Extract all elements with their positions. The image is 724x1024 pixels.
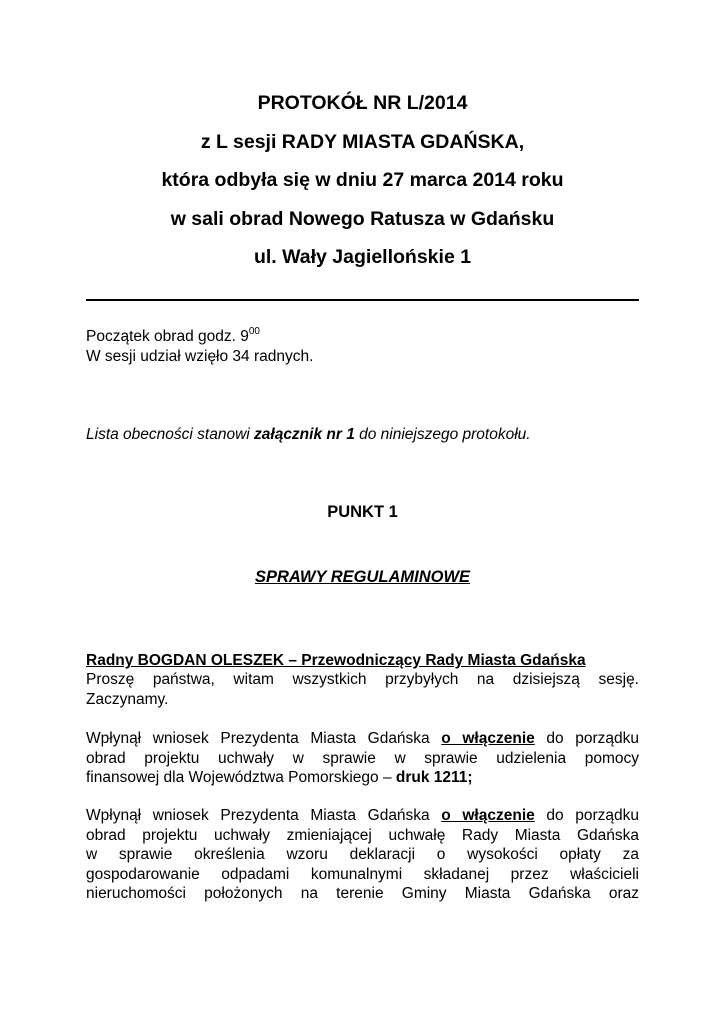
title-line-session: z L sesji RADY MIASTA GDAŃSKA,	[200, 130, 525, 153]
header-divider	[86, 299, 639, 301]
speech-3-prefix: Wpłynął wniosek Prezydenta Miasta Gdańska	[86, 807, 442, 824]
protocol-title	[86, 84, 639, 277]
title-line-protocol-number: PROTOKÓŁ NR L/2014	[257, 92, 468, 114]
attendance-suffix: do niniejszego protokołu.	[354, 426, 531, 443]
speech-1-line-1: Proszę państwa, witam wszystkich przybyłych na dzisiejszą sesję.	[86, 671, 639, 688]
speech-3-line-5: nieruchomości położonych na terenie Gminy Miasta Gdańska oraz	[86, 885, 639, 902]
speech-1-line-2: Zaczynamy.	[86, 690, 169, 708]
speech-2-prefix: Wpłynął wniosek Prezydenta Miasta Gdańska	[86, 730, 442, 747]
speech-3-line-2: obrad projektu uchwały zmieniającej uchwałę Rady Miasta Gdańska	[86, 826, 639, 844]
speech-paragraph-3	[86, 806, 639, 904]
speech-paragraph-1	[86, 670, 639, 709]
speech-3-line-3: w sprawie określenia wzoru deklaracji o wysokości opłaty za	[86, 846, 639, 863]
attendance-attachment: załącznik nr 1	[254, 426, 355, 443]
speech-paragraph-2	[86, 729, 639, 788]
speech-3-inclusion: o włączenie	[441, 807, 535, 824]
speech-2-line-2: obrad projektu uchwały w sprawie w sprawie udzielenia pomocy	[86, 749, 639, 767]
section-heading: SPRAWY REGULAMINOWE	[254, 568, 471, 586]
speech-2-inclusion: o włączenie	[441, 730, 535, 747]
title-line-venue: w sali obrad Nowego Ratusza w Gdańsku	[170, 207, 555, 230]
attendance-list-note	[86, 425, 639, 445]
title-line-address: ul. Wały Jagiellońskie 1	[253, 246, 472, 268]
speech-3-line-1-rest: do porządku	[534, 807, 639, 824]
title-line-date: która odbyła się w dniu 27 marca 2014 roku	[161, 169, 564, 191]
speech-2-line-1-rest: do porządku	[534, 730, 639, 747]
attendance-prefix: Lista obecności stanowi	[86, 426, 255, 443]
speaker-name: Radny BOGDAN OLESZEK – Przewodniczący Rady Miasta Gdańska	[86, 652, 586, 669]
speech-2-line-3-text: finansowej dla Województwa Pomorskiego –	[86, 769, 396, 786]
session-start-label: Początek obrad godz. 9	[86, 328, 249, 345]
session-start-minutes: 00	[248, 325, 260, 337]
session-info	[86, 327, 639, 366]
session-attendance-count: W sesji udział wzięło 34 radnych.	[86, 347, 314, 365]
speech-3-line-4: gospodarowanie odpadami komunalnymi składanej przez właścicieli	[86, 865, 639, 883]
speech-3-line-1	[86, 806, 639, 826]
speech-2-line-1	[86, 729, 639, 749]
point-heading: PUNKT 1	[327, 503, 398, 521]
document-page	[86, 0, 639, 1024]
speech-2-print-number: druk 1211;	[395, 769, 473, 786]
speech-2-line-3	[86, 768, 639, 788]
